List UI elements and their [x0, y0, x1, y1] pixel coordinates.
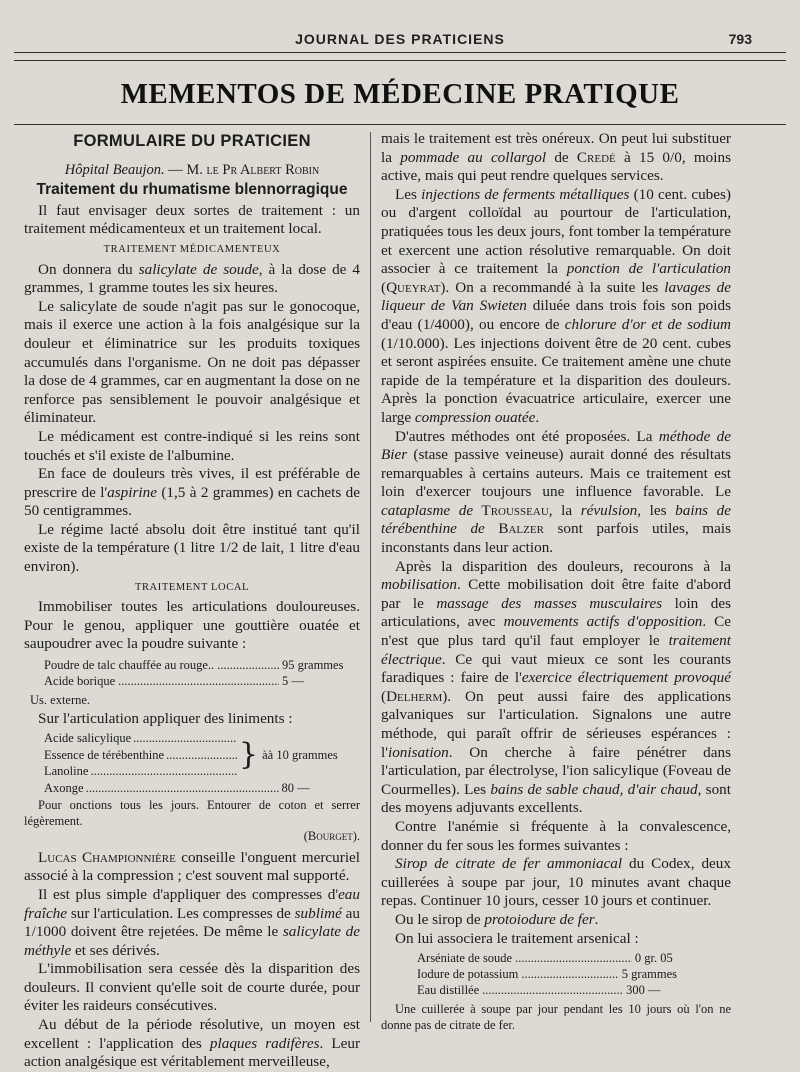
prescription-row: [44, 780, 334, 797]
prescription-liniment: [44, 730, 360, 796]
prescription-group: [44, 730, 360, 780]
note-author: (Bourget).: [303, 829, 360, 844]
prescription-usage: Us. externe.: [30, 693, 91, 708]
text-run: ). On peut aussi faire des applications galvaniques sur l'articulation. Signalons une autre méthode, qui paraît offrir de sérieuses espérances : l': [381, 687, 731, 761]
text-run: En face de douleurs très vives, il est préférable de prescrire de l': [24, 465, 360, 501]
text-run: de: [546, 148, 577, 166]
text-run: (stase passive veineuse) aurait donné des résultats remarquables à certains auteurs. Mais ce traitement est loin d'exercer toujours une influence favorable. Le: [381, 446, 731, 501]
prescription-item: Iodure de potassium: [417, 967, 519, 982]
prescription-dose: 5 —: [282, 674, 304, 689]
paragraph: L'immobilisation sera cessée dès la disparition des douleurs. Il convient qu'elle soit de courte durée, pour éviter les raideurs consécutives.: [24, 960, 360, 1015]
paragraph: [24, 1016, 360, 1072]
prescription-row: [44, 747, 239, 764]
text-run: Il est plus simple d'appliquer des compresses d': [38, 885, 339, 903]
prescription-item: Axonge: [44, 780, 84, 795]
text-emphasis: chlorure d'or et de sodium: [564, 315, 732, 333]
text-run: , les: [637, 501, 676, 519]
author-name: Delherm: [386, 687, 443, 705]
prescription-row: [44, 657, 360, 673]
paragraph: [24, 261, 360, 298]
paragraph: Le régime lacté absolu doit être institué tant qu'il existe de la température (1 litre 1/2 de lait, 1 litre d'eau environ).: [24, 520, 360, 576]
text-run: à 15 0/0, moins active, mais qui peut rendre quelques services.: [381, 148, 732, 185]
text-emphasis: sublimé: [294, 904, 342, 922]
text-emphasis: bains de sable chaud, d'air chaud: [490, 780, 698, 798]
text-emphasis: salicylate de méthyle: [24, 923, 360, 959]
text-run: . Leur action analgésique est véritablement merveilleuse,: [24, 1034, 360, 1071]
text-emphasis: méthode de Bier: [381, 427, 731, 464]
text-run: (1,5 à 2 grammes) en cachets de 50 centigrammes.: [24, 483, 360, 520]
prescription-row: [44, 673, 360, 689]
text-run: , la: [548, 501, 581, 519]
prescription-dose: 80 —: [281, 780, 310, 795]
prescription-dose: 95 grammes: [282, 658, 344, 673]
byline: [24, 161, 360, 180]
text-run: On donnera du: [38, 260, 139, 278]
text-run: (1/10.000). Les injections doivent être de 20 cent. cubes et seront aspirées ensuite. Ce traitement amène une chute rapide de la température et la disparition des douleurs. Après la ponction évacuatrice articulaire, exercer une large: [381, 334, 731, 426]
paragraph: [24, 886, 360, 960]
text-emphasis: aspirine: [107, 483, 157, 501]
text-run: , sont des moyens adjuvants excellents.: [381, 780, 731, 817]
title-rule: [14, 124, 786, 125]
text-emphasis: Sirop de citrate de fer ammoniacal: [395, 855, 623, 873]
author-name: Lucas Championnière: [38, 848, 176, 866]
text-run: Au début de la période résolutive, un moyen est excellent : l'application des: [24, 1016, 360, 1052]
text-run: loin des articulations, avec: [381, 594, 731, 631]
leader-dots: [118, 673, 279, 689]
prescription-group-items: [44, 730, 239, 780]
prescription-item: Lanoline: [44, 764, 89, 779]
byline-place: Hôpital Beaujon.: [64, 161, 165, 178]
article-subtitle: Traitement du rhumatisme blennorragique: [36, 181, 348, 199]
leader-dots: [133, 730, 237, 747]
prescription-item: Eau distillée: [417, 983, 480, 998]
prescription-item: Essence de térébenthine: [44, 747, 165, 762]
paragraph: Le salicylate de soude n'agit pas sur le gonocoque, mais il exerce une action à la fois analgésique sur la douleur et éliminatrice sur les produits toxiques accumulés dans l'organisme. On ne doit pas dépasser la dose de 4 grammes, car en augmentant la dose on ne renforce pas sensiblement le pouvoir analgésique et éliminateur.: [24, 297, 360, 427]
journal-name: JOURNAL DES PRATICIENS: [295, 31, 505, 47]
section-heading: FORMULAIRE DU PRATICIEN: [73, 132, 311, 150]
author-name: Trousseau: [473, 501, 549, 519]
leader-dots: [482, 982, 623, 998]
text-emphasis: plaques radifères: [209, 1034, 320, 1052]
text-run: . On cherche à faire pénétrer dans l'articulation, par électrolyse, l'ion salicylique (Foveau de Courmelles). Les: [381, 743, 731, 798]
paragraph: Immobiliser toutes les articulations douloureuses. Pour le genou, appliquer une gouttière ouatée et saupoudrer avec la poudre suivante :: [24, 598, 360, 653]
page-number: 793: [728, 31, 752, 47]
text-run: . Cette mobilisation doit être faite d'abord par le: [381, 576, 731, 612]
text-run: .: [594, 910, 599, 928]
text-run: (: [381, 687, 387, 705]
prescription-row: [417, 950, 677, 966]
paragraph: Le médicament est contre-indiqué si les reins sont touchés et s'il existe de l'albumine.: [24, 427, 360, 464]
author-name: Queyrat: [386, 278, 441, 296]
text-emphasis: injections de ferments métalliques: [421, 185, 630, 203]
paragraph: Sur l'articulation appliquer des liniments :: [38, 709, 293, 727]
paragraph: [24, 465, 360, 521]
text-run: sur l'articulation. Les compresses de: [67, 904, 295, 922]
author-name: Balzer: [484, 520, 544, 538]
subsection-heading-local: TRAITEMENT LOCAL: [134, 581, 250, 593]
prescription-dose: 0 gr. 05: [634, 951, 673, 966]
text-emphasis: massage des masses musculaires: [436, 594, 663, 612]
prescription-dose: 5 grammes: [621, 967, 677, 982]
text-emphasis: cataplasme de: [381, 501, 474, 519]
text-emphasis: ponction de l'articulation: [566, 260, 732, 278]
text-run: D'autres méthodes ont été proposées. La: [395, 427, 659, 445]
text-emphasis: ionisation: [387, 743, 449, 761]
header-rule: [14, 60, 786, 61]
prescription-dose: àà 10 grammes: [262, 747, 338, 762]
page-title: MEMENTOS DE MÉDECINE PRATIQUE: [120, 78, 680, 110]
text-run: mais le traitement est très onéreux. On peut lui substituer la: [381, 130, 731, 166]
prescription-row: [44, 730, 239, 747]
text-emphasis: eau fraîche: [24, 885, 360, 922]
leader-dots: [166, 747, 237, 764]
paragraph: Il faut envisager deux sortes de traitement : un traitement médicamenteux et un traitement local.: [24, 201, 360, 238]
paragraph: [381, 855, 731, 911]
text-emphasis: traitement électrique: [381, 632, 731, 668]
leader-dots: [217, 657, 279, 673]
leader-dots: [521, 966, 618, 982]
prescription-note: [24, 798, 360, 845]
text-run: sont parfois utiles, mais inconstants dans leur action.: [381, 520, 731, 557]
paragraph: [381, 911, 731, 930]
text-emphasis: exercice électriquement provoqué: [521, 669, 731, 687]
text-emphasis: pommade au collargol: [400, 148, 547, 166]
text-run: ). On a recommandé à la suite les: [440, 278, 665, 296]
prescription-powder: [44, 657, 360, 689]
paragraph: [381, 186, 731, 428]
text-run: . Ce qui vaut mieux ce sont les courants faradiques : faire de l': [381, 650, 731, 687]
prescription-row: [44, 763, 239, 780]
text-run: et ses dérivés.: [71, 941, 160, 959]
text-run: Ou le sirop de: [395, 910, 485, 928]
subsection-heading-medication: TRAITEMENT MÉDICAMENTEUX: [103, 243, 281, 255]
note-text: Pour onctions tous les jours. Entourer de coton et serrer légèrement.: [24, 798, 360, 828]
text-run: Les: [395, 185, 422, 203]
prescription-arsenical: [417, 950, 677, 998]
text-emphasis: révulsion: [580, 501, 638, 519]
paragraph: [381, 428, 731, 558]
paragraph: [381, 130, 731, 186]
leader-dots: [90, 763, 237, 780]
paragraph: [381, 558, 731, 818]
right-column: [381, 130, 731, 1037]
brace-symbol: }: [239, 736, 259, 772]
text-run: , à la dose de 4 grammes, 1 gramme toutes les six heures.: [24, 260, 361, 297]
prescription-item: Acide borique: [44, 674, 116, 689]
text-run: conseille l'onguent mercuriel associé à la compression ; c'est souvent mal supporté.: [24, 848, 360, 885]
text-run: du Codex, deux cuillerées à soupe par jour, 10 minutes avant chaque repas. Continuer 10 jours, cesser 10 jours et continuer.: [381, 855, 731, 910]
text-run: diluée dans trois fois son poids d'eau (1/4000), ou encore de: [381, 297, 731, 333]
left-column: [24, 130, 360, 1072]
column-divider: [370, 132, 371, 1022]
text-emphasis: salicylate de soude: [138, 260, 259, 278]
leader-dots: [515, 950, 632, 966]
leader-dots: [86, 780, 280, 797]
text-run: au 1/1000 doivent être rejetées. De même le: [24, 904, 360, 941]
prescription-dose: 300 —: [626, 983, 661, 998]
prescription-item: Poudre de talc chauffée au rouge..: [44, 658, 215, 673]
author-name: Credé: [576, 148, 616, 166]
prescription-item: Acide salicylique: [44, 731, 132, 746]
paragraph: On lui associera le traitement arsenical :: [395, 929, 639, 947]
text-run: (: [381, 278, 387, 296]
text-run: . Ce n'est que plus tard qu'il faut employer le: [381, 613, 731, 650]
prescription-row: [417, 982, 677, 998]
text-emphasis: lavages de liqueur de Van Swieten: [381, 278, 731, 315]
text-emphasis: mobilisation: [381, 576, 457, 594]
text-run: Après la disparition des douleurs, recourons à la: [395, 557, 731, 575]
text-emphasis: mouvements actifs d'opposition: [503, 613, 703, 631]
prescription-note: Une cuillerée à soupe par jour pendant les 10 jours où l'on ne donne pas de citrate de fer.: [381, 1002, 731, 1032]
text-run: .: [535, 408, 540, 426]
text-run: (10 cent. cubes) ou d'argent colloïdal au pourtour de l'articulation, pratiquées tous les deux jours, font tomber la température et exercent une action résolutive remarquable. On doit associer à ce traitement la: [381, 185, 731, 278]
text-emphasis: bains de térébenthine de: [381, 501, 732, 538]
byline-author: — M. le Pr Albert Robin: [168, 161, 320, 178]
text-emphasis: compression ouatée: [414, 408, 536, 426]
paragraph: [24, 849, 360, 886]
paragraph: Contre l'anémie si fréquente à la convalescence, donner du fer sous les formes suivantes :: [381, 817, 731, 854]
running-header: [14, 28, 786, 53]
text-emphasis: protoiodure de fer: [484, 910, 595, 928]
prescription-item: Arséniate de soude: [417, 951, 513, 966]
prescription-row: [417, 966, 677, 982]
